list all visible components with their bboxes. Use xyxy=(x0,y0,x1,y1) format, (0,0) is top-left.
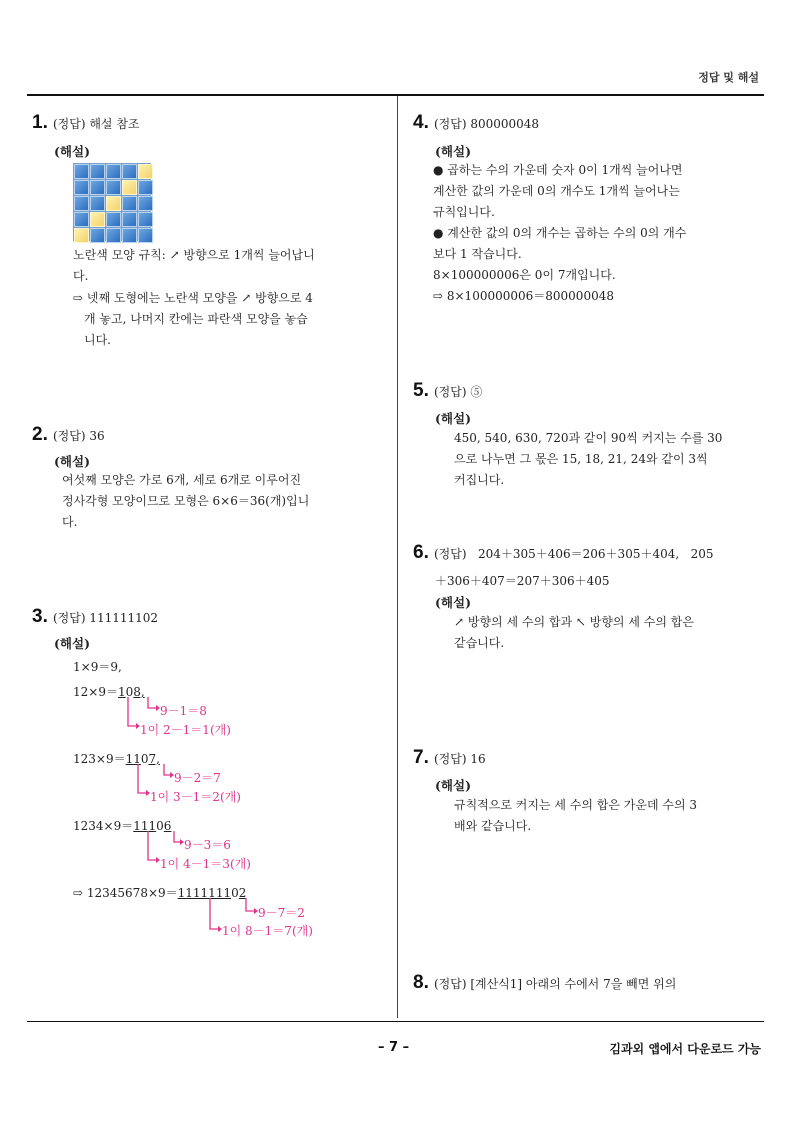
q1-result-line: ⇨ 넷째 도형에는 노란색 모양을 ↗ 방향으로 4 xyxy=(73,291,313,305)
q3-last-digit: 6 xyxy=(163,819,172,833)
q3-note-b-4: 1이 4－1＝3(개) xyxy=(160,857,251,871)
q3-ones: 1 xyxy=(117,685,126,699)
blue-tile xyxy=(138,212,153,227)
q3-number: 3. xyxy=(32,606,48,627)
q7-label: (해설) xyxy=(435,778,471,793)
q1-explanation xyxy=(73,245,363,287)
q4-explanation xyxy=(433,160,743,307)
blue-tile xyxy=(138,180,153,195)
q2-answer: (정답) 36 xyxy=(52,429,105,443)
q1-text-line: 노란색 모양 규칙: ↗ 방향으로 1개씩 늘어납니 xyxy=(73,248,315,262)
q5-explanation xyxy=(454,428,754,491)
q4-text-line: ● 곱하는 수의 가운데 숫자 0이 1개씩 늘어나면 xyxy=(433,163,683,177)
q2-text-line: 여섯째 모양은 가로 6개, 세로 6개로 이루어진 xyxy=(62,473,302,487)
q2-text-line: 정사각형 모양이므로 모형은 6×6＝36(개)입니 xyxy=(62,494,310,508)
q3-label: (해설) xyxy=(54,636,90,651)
q6-answer: (정답) 204＋305＋406＝206＋305＋404, 205 xyxy=(433,547,714,561)
q6-label: (해설) xyxy=(435,595,471,610)
q3-line-1: 1×9＝9, xyxy=(73,660,122,674)
q4-text-line: ⇨ 8×100000006＝800000048 xyxy=(433,289,614,303)
q6-text-line: 같습니다. xyxy=(454,636,505,650)
q4-block xyxy=(413,112,539,134)
q4-text-line: ● 계산한 값의 0의 개수는 곱하는 수의 0의 개수 xyxy=(433,226,687,240)
q4-text-line: 규칙입니다. xyxy=(433,205,495,219)
q5-text-line: 450, 540, 630, 720과 같이 90씩 커지는 수를 30 xyxy=(454,431,723,445)
blue-tile xyxy=(106,228,121,243)
q4-text-line: 8×100000006은 0이 7개입니다. xyxy=(433,268,616,282)
yellow-tile xyxy=(106,196,121,211)
q7-explanation xyxy=(454,795,754,837)
footer-note: 김과외 앱에서 다운로드 가능 xyxy=(609,1042,761,1056)
q4-text-line: 보다 1 작습니다. xyxy=(433,247,522,261)
q8-number: 8. xyxy=(413,972,429,993)
q7-answer: (정답) 16 xyxy=(433,752,486,766)
q3-block xyxy=(32,606,158,628)
q2-text-line: 다. xyxy=(62,515,78,529)
q5-label: (해설) xyxy=(435,411,471,426)
q2-block xyxy=(32,424,105,446)
q8-block xyxy=(413,972,676,994)
q8-answer: (정답) [계산식1] 아래의 수에서 7을 빼면 위의 xyxy=(433,977,677,991)
blue-tile xyxy=(74,164,89,179)
blue-tile xyxy=(122,164,137,179)
q2-label: (해설) xyxy=(54,454,90,469)
blue-tile xyxy=(138,196,153,211)
q3-zero: 0 xyxy=(140,752,149,766)
footer-rule xyxy=(27,1021,764,1022)
q3-note-a-3: 9－2＝7 xyxy=(174,771,221,785)
q1-result-line: 니다. xyxy=(84,333,111,347)
blue-tile xyxy=(122,228,137,243)
blue-tile xyxy=(90,196,105,211)
q4-label: (해설) xyxy=(435,144,471,159)
yellow-tile xyxy=(138,164,153,179)
blue-tile xyxy=(74,196,89,211)
blue-tile xyxy=(122,212,137,227)
q7-number: 7. xyxy=(413,747,429,768)
column-divider xyxy=(397,96,398,1018)
pattern-grid xyxy=(73,163,151,241)
yellow-tile xyxy=(122,180,137,195)
page-header: 정답 및 해설 xyxy=(698,71,759,84)
q3-expr: 123×9＝ xyxy=(73,752,126,766)
blue-tile xyxy=(106,164,121,179)
blue-tile xyxy=(90,180,105,195)
q5-block xyxy=(413,380,482,402)
blue-tile xyxy=(74,212,89,227)
page-number: – 7 – xyxy=(378,1040,410,1055)
q6-answer-cont: ＋306＋407＝207＋306＋405 xyxy=(435,574,610,588)
q1-answer: (정답) 해설 참조 xyxy=(52,117,140,131)
blue-tile xyxy=(74,180,89,195)
q3-ones: 111 xyxy=(133,819,157,833)
q1-result xyxy=(73,288,373,351)
q2-explanation xyxy=(62,470,362,533)
blue-tile xyxy=(90,228,105,243)
q3-zero: 0 xyxy=(231,886,239,900)
yellow-tile xyxy=(74,228,89,243)
q6-number: 6. xyxy=(413,542,429,563)
header-rule xyxy=(27,94,764,96)
q7-text-line: 규칙적으로 커지는 세 수의 합은 가운데 수의 3 xyxy=(454,798,697,812)
q3-note-b-3: 1이 3－1＝2(개) xyxy=(150,790,241,804)
q4-number: 4. xyxy=(413,112,429,133)
q7-text-line: 배와 같습니다. xyxy=(454,819,532,833)
q7-block xyxy=(413,747,486,769)
q3-zero: 0 xyxy=(156,819,164,833)
q1-number: 1. xyxy=(32,112,48,133)
blue-tile xyxy=(106,212,121,227)
q3-last-digit: 2 xyxy=(238,886,247,900)
q3-ones: 1111111 xyxy=(177,886,232,900)
q5-number: 5. xyxy=(413,380,429,401)
q3-ones: 11 xyxy=(125,752,141,766)
q3-note-b-5: 1이 8－1＝7(개) xyxy=(222,924,313,938)
q1-text-line: 다. xyxy=(73,269,89,283)
q4-answer: (정답) 800000048 xyxy=(433,117,540,131)
q1-result-line: 개 놓고, 나머지 칸에는 파란색 모양을 놓습 xyxy=(84,312,308,326)
q5-text-line: 으로 나누면 그 몫은 15, 18, 21, 24와 같이 3씩 xyxy=(454,452,708,466)
q3-expr: ⇨ 12345678×9＝ xyxy=(73,886,178,900)
blue-tile xyxy=(106,180,121,195)
q3-note-a-5: 9－7＝2 xyxy=(258,906,305,920)
q3-expr: 12×9＝ xyxy=(73,685,118,699)
yellow-tile xyxy=(90,212,105,227)
q3-note-a-2: 9－1＝8 xyxy=(160,704,207,718)
blue-tile xyxy=(138,228,153,243)
q5-text-line: 커집니다. xyxy=(454,473,505,487)
q4-text-line: 계산한 값의 가운데 0의 개수도 1개씩 늘어나는 xyxy=(433,184,680,198)
blue-tile xyxy=(90,164,105,179)
q6-block xyxy=(413,542,714,564)
q3-expr: 1234×9＝ xyxy=(73,819,134,833)
q2-number: 2. xyxy=(32,424,48,445)
q3-last-digit: 7, xyxy=(148,752,160,766)
q1-label: (해설) xyxy=(54,144,90,159)
q6-explanation xyxy=(454,612,754,654)
q3-zero: 0 xyxy=(125,685,134,699)
q6-text-line: ↗ 방향의 세 수의 합과 ↖ 방향의 세 수의 합은 xyxy=(454,615,694,629)
q3-note-b-2: 1이 2－1＝1(개) xyxy=(140,723,231,737)
q3-note-a-4: 9－3＝6 xyxy=(184,838,231,852)
q3-last-digit: 8, xyxy=(133,685,145,699)
q1-block xyxy=(32,112,140,134)
blue-tile xyxy=(122,196,137,211)
q3-answer: (정답) 111111102 xyxy=(52,611,159,625)
q5-answer: (정답) ⑤ xyxy=(433,385,483,399)
